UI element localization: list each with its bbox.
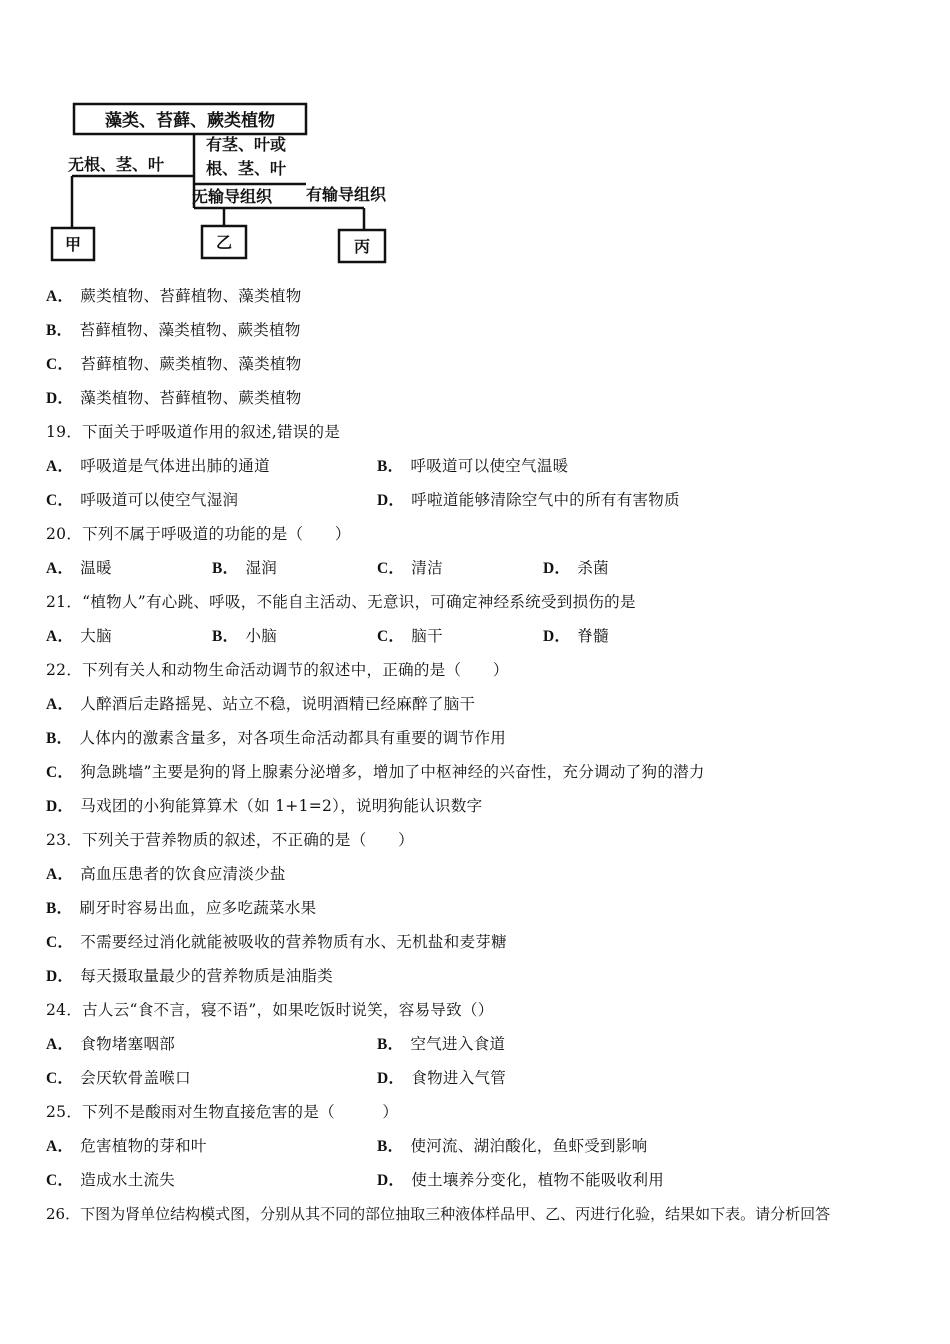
q25-options-row-2 [46, 1170, 906, 1191]
q25-option-a: A． 危害植物的芽和叶 [46, 1137, 207, 1155]
q24-option-a: A． 食物堵塞咽部 [46, 1035, 176, 1053]
q25-stem: 25．下列不是酸雨对生物直接危害的是（ ） [46, 1103, 399, 1121]
q25-options-row-1 [46, 1136, 906, 1157]
no-vascular-label: 无输导组织 [192, 187, 273, 206]
q18-option-d: D． 藻类植物、苔藓植物、蕨类植物 [46, 389, 302, 407]
q21-option-a: A． 大脑 [46, 627, 112, 645]
q21-stem: 21．“植物人”有心跳、呼吸，不能自主活动、无意识，可确定神经系统受到损伤的是 [46, 593, 636, 611]
q21-options-row [46, 626, 906, 647]
q21-option-b: B． 小脑 [212, 627, 278, 645]
q23-option-d: D． 每天摄取量最少的营养物质是油脂类 [46, 967, 334, 985]
has-vascular-label: 有输导组织 [306, 185, 387, 204]
q24-option-d: D． 食物进入气管 [377, 1069, 507, 1087]
q20-option-a: A． 温暖 [46, 559, 112, 577]
q20-stem: 20．下列不属于呼吸道的功能的是（ ） [46, 525, 351, 543]
q20-option-b: B． 湿润 [212, 559, 278, 577]
q22-option-a: A． 人醉酒后走路摇晃、站立不稳，说明酒精已经麻醉了脑干 [46, 695, 476, 713]
q19-stem: 19．下面关于呼吸道作用的叙述,错误的是 [46, 423, 341, 441]
box-jia-label: 甲 [64, 235, 82, 254]
no-root-label: 无根、茎、叶 [68, 155, 165, 174]
q24-option-b: B． 空气进入食道 [377, 1035, 506, 1053]
box-bing-label: 丙 [353, 237, 371, 256]
box-yi-label: 乙 [215, 233, 233, 252]
q24-option-c: C． 会厌软骨盖喉口 [46, 1069, 191, 1087]
q25-option-d: D． 使土壤养分变化，植物不能吸收利用 [377, 1171, 665, 1189]
q26-stem: 26．下图为肾单位结构模式图，分别从其不同的部位抽取三种液体样品甲、乙、丙进行化验，结果如下表。请分析回答 [46, 1205, 831, 1223]
has-stem-label-2: 根、茎、叶 [206, 159, 287, 178]
q19-option-a: A． 呼吸道是气体进出肺的通道 [46, 457, 270, 475]
q19-options-row-1 [46, 456, 906, 477]
q23-option-c: C． 不需要经过消化就能被吸收的营养物质有水、无机盐和麦芽糖 [46, 933, 507, 951]
q23-stem: 23．下列关于营养物质的叙述，不正确的是（ ） [46, 831, 414, 849]
q23-option-b: B． 刷牙时容易出血，应多吃蔬菜水果 [46, 899, 317, 917]
q22-stem: 22．下列有关人和动物生命活动调节的叙述中，正确的是（ ） [46, 661, 509, 679]
q21-option-d: D． 脊髓 [543, 627, 609, 645]
q23-option-a: A． 高血压患者的饮食应清淡少盐 [46, 865, 286, 883]
classification-diagram [44, 96, 424, 268]
q20-option-c: C． 清洁 [377, 559, 443, 577]
q22-option-c: C． 狗急跳墙”主要是狗的肾上腺素分泌增多，增加了中枢神经的兴奋性，充分调动了狗的潜力 [46, 763, 705, 781]
q19-options-row-2 [46, 490, 906, 511]
q18-option-b: B． 苔藓植物、藻类植物、蕨类植物 [46, 321, 301, 339]
classification-diagram-svg [44, 96, 424, 268]
q25-option-c: C． 造成水土流失 [46, 1171, 176, 1189]
q24-options-row-2 [46, 1068, 906, 1089]
top-box-label: 藻类、苔藓、蕨类植物 [105, 111, 275, 131]
q20-options-row [46, 558, 906, 579]
q24-stem: 24．古人云“食不言，寝不语”，如果吃饭时说笑，容易导致（） [46, 1001, 494, 1019]
q25-option-b: B． 使河流、湖泊酸化，鱼虾受到影响 [377, 1137, 648, 1155]
q24-options-row-1 [46, 1034, 906, 1055]
q22-option-b: B． 人体内的激素含量多，对各项生命活动都具有重要的调节作用 [46, 729, 507, 747]
q19-option-c: C． 呼吸道可以使空气湿润 [46, 491, 239, 509]
has-stem-label-1: 有茎、叶或 [206, 135, 287, 154]
q21-option-c: C． 脑干 [377, 627, 443, 645]
q18-option-c: C． 苔藓植物、蕨类植物、藻类植物 [46, 355, 302, 373]
q18-option-a: A． 蕨类植物、苔藓植物、藻类植物 [46, 287, 302, 305]
q20-option-d: D． 杀菌 [543, 559, 609, 577]
q19-option-b: B． 呼吸道可以使空气温暖 [377, 457, 569, 475]
q22-option-d: D． 马戏团的小狗能算算术（如 1+1=2），说明狗能认识数字 [46, 797, 483, 815]
q19-option-d: D． 呼啦道能够清除空气中的所有有害物质 [377, 491, 680, 509]
